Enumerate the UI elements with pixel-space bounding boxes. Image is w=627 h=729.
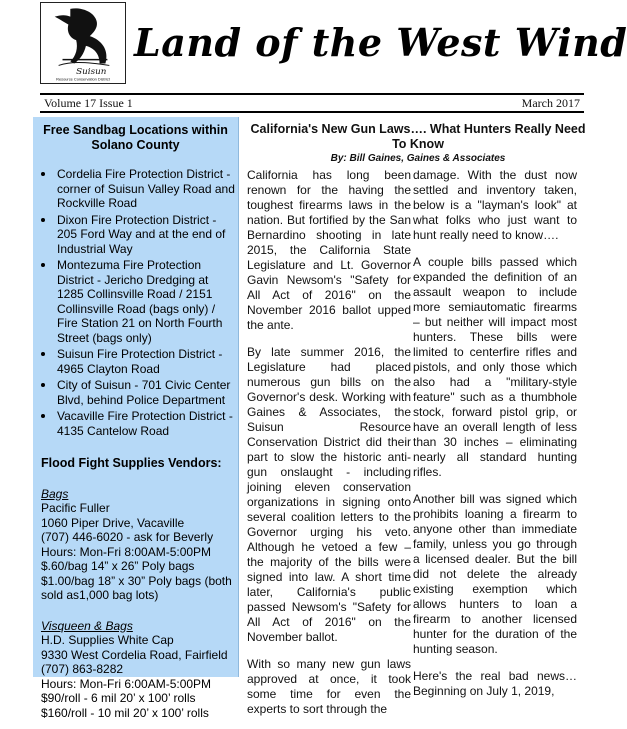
- list-item: Suisun Fire Protection District - 4965 Clayton Road: [33, 347, 238, 376]
- article-paragraph: Another bill was signed which prohibits loaning a firearm to anyone other than immediate family, unless you go through a licensed dealer. But the bill did not delete the already existing exemption which allows hunters to loan a firearm to another licensed hunter for the duration of the hunting season.: [413, 492, 577, 656]
- article-column-1: [247, 168, 411, 729]
- list-item: Cordelia Fire Protection District - corner of Suisun Valley Road and Rockville Road: [33, 167, 238, 211]
- vendor-line: $1.00/bag 18” x 30” Poly bags (both sold as1,000 bag lots): [41, 573, 232, 602]
- volume-issue: Volume 17 Issue 1: [44, 96, 133, 110]
- vendor-line: (707) 446-6020 - ask for Beverly: [41, 530, 214, 544]
- list-item: Vacaville Fire Protection District - 4135 Cantelow Road: [33, 409, 238, 438]
- issue-date: March 2017: [521, 96, 580, 110]
- issue-bar: [40, 93, 584, 113]
- vendor-category: Visqueen & Bags: [41, 618, 133, 633]
- vendor-category: Bags: [41, 486, 69, 501]
- vendors-heading: Flood Fight Supplies Vendors:: [41, 456, 222, 470]
- vendor-line: Hours: Mon-Fri 8:00AM-5:00PM: [41, 544, 212, 559]
- list-item: Dixon Fire Protection District - 205 Ford Way and at the end of Industrial Way: [33, 213, 238, 257]
- location-list: [33, 167, 238, 438]
- article-paragraph: damage. With the dust now settled and inventory taken, below is a "layman's look" at what folks who just want to hunt really need to know….: [413, 168, 577, 242]
- vendor-visqueen: [41, 619, 238, 721]
- vendor-line: H.D. Supplies White Cap: [41, 633, 174, 647]
- article-header: [246, 122, 590, 165]
- list-item: Montezuma Fire Protection District - Jericho Dredging at 1285 Collinsville Road / 2151 Collinsville Road (bags only) / Fire Station 21 on North Fourth Street (bags only): [33, 258, 238, 345]
- article-title: California's New Gun Laws…. What Hunters Really Need To Know: [250, 122, 586, 151]
- vendor-line: Pacific Fuller: [41, 501, 110, 515]
- vendor-line: 1060 Piper Drive, Vacaville: [41, 515, 185, 530]
- vendor-line: $.60/bag 14” x 26” Poly bags: [41, 559, 195, 573]
- article-paragraph: A couple bills passed which expanded the definition of an assault weapon to include more semiautomatic firearms – but neither will impact most hunters. These bills were limited to centerfire rifles and pistols, and only those which also had a "military-style feature" such as a thumbhole stock, forward pistol grip, or have an overall length of less than 30 inches – eliminating nearly all standard hunting rifles.: [413, 255, 577, 479]
- sandbag-sidebar: [33, 117, 239, 720]
- article-paragraph: By late summer 2016, the Legislature had placed numerous gun bills on the Governor's desk. Working with Gaines & Associates, the Suisun Resource Conservation District did their part to slow the historic anti-gun onslaught - including joining eleven conservation organizations in signing onto several coalition letters to the Governor urging his veto. Although he vetoed a few – the majority of the bills were signed into law. A short time later, California's public passed Newsom's "Safety for All Act of 2016" on the November ballot.: [247, 345, 411, 644]
- heron-logo-icon: [41, 3, 125, 83]
- vendor-line: $160/roll - 10 mil 20’ x 100’ rolls: [41, 705, 209, 720]
- article-paragraph: With so many new gun laws approved at once, it took some time for even the experts to sort through the: [247, 657, 411, 716]
- logo-text: Suisun: [76, 67, 107, 78]
- article-paragraph: California has long been renown for the having the toughest firearms laws in the nation. But fortified by the San Bernardino shooting in late 2015, the California State Legislature and Lt. Governor Gavin Newsom's "Safety for All Act of 2016" on the November 2016 ballot upped the ante.: [247, 168, 411, 332]
- article-byline: By: Bill Gaines, Gaines & Associates: [330, 153, 506, 164]
- vendor-line: (707) 863-8282: [41, 662, 124, 676]
- sidebar-heading: Free Sandbag Locations within Solano County: [43, 123, 228, 152]
- vendor-bags: [41, 487, 238, 603]
- newsletter-title: Land of the West Wind: [134, 20, 627, 65]
- vendor-line: 9330 West Cordelia Road, Fairfield: [41, 647, 228, 662]
- article-column-2: [413, 168, 577, 711]
- list-item: City of Suisun - 701 Civic Center Blvd, behind Police Department: [33, 378, 238, 407]
- district-logo: [40, 2, 126, 84]
- article-paragraph: Here's the real bad news… Beginning on July 1, 2019,: [413, 669, 577, 698]
- vendor-line: Hours: Mon-Fri 6:00AM-5:00PM: [41, 676, 212, 691]
- vendor-line: $90/roll - 6 mil 20’ x 100’ rolls: [41, 691, 196, 705]
- logo-subtext: Resource Conservation District: [56, 76, 110, 82]
